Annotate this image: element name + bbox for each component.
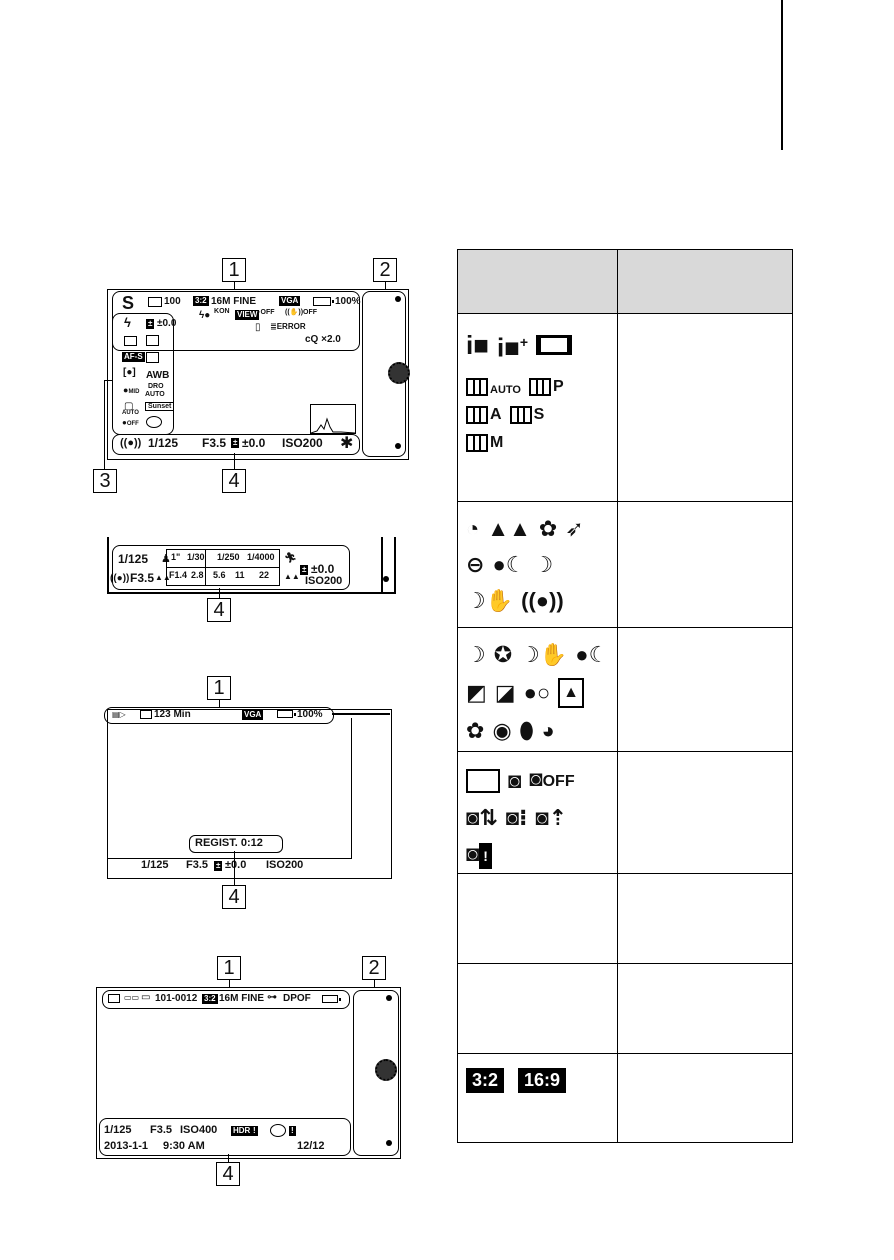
movie-a-icon: A bbox=[466, 406, 502, 424]
table-row-empty-2 bbox=[458, 964, 792, 1054]
smile-shutter-on: KON bbox=[214, 308, 230, 315]
movie-s-icon: S bbox=[510, 406, 545, 424]
callout-3: 3 bbox=[93, 469, 117, 493]
image-size-quality: 16M FINE bbox=[211, 296, 257, 307]
folder-icon: ▭ bbox=[141, 992, 151, 1003]
scale-top-1: 1" bbox=[171, 552, 181, 562]
callout-1-screen4: 1 bbox=[217, 956, 241, 980]
backlight-icon: ◩ bbox=[466, 680, 487, 705]
wifi-transfer-icon: ◙⇅ bbox=[466, 805, 498, 830]
metering-icon bbox=[146, 335, 159, 346]
callout-2-screen1: 2 bbox=[373, 258, 397, 282]
scale-top-3: 1/250 bbox=[217, 552, 240, 562]
screen4-aperture: F3.5 bbox=[150, 1124, 173, 1136]
scale-bottom-5: 22 bbox=[259, 570, 270, 580]
callout-4-screen3: 4 bbox=[222, 885, 246, 909]
callout-4-screen4: 4 bbox=[216, 1162, 240, 1186]
landscape-icon: ▲▲ bbox=[487, 516, 531, 541]
table-header-cell-right bbox=[618, 250, 792, 313]
wifi-card-icon: ◙ bbox=[508, 767, 522, 793]
screen4-iso: ISO400 bbox=[180, 1124, 218, 1136]
scene-sunset-badge: Sunset bbox=[145, 402, 174, 411]
histogram bbox=[310, 404, 356, 434]
sweep-panorama-icon bbox=[536, 335, 572, 355]
scale-top-2: 1/30 bbox=[187, 552, 205, 562]
flash-mode-icon: ϟ bbox=[124, 315, 131, 330]
focus-area-icon bbox=[146, 352, 159, 363]
table-row-aspect-ratio bbox=[458, 1054, 792, 1142]
callout-1-screen1: 1 bbox=[222, 258, 246, 282]
key-protect-icon: ⊶ bbox=[267, 992, 277, 1003]
audio-off-icon: ♪OFF bbox=[257, 309, 275, 316]
screen3-movie-size: VGA bbox=[244, 710, 262, 719]
screen3-iso: ISO200 bbox=[266, 859, 304, 871]
aperture-value: F3.5 bbox=[202, 436, 227, 450]
creative-style-icon: ●MID bbox=[123, 385, 140, 395]
control-wheel bbox=[388, 362, 410, 384]
macro-2-icon: ✿ bbox=[466, 718, 485, 743]
screen3-aperture: F3.5 bbox=[186, 859, 209, 871]
ratio-16-9-badge: 16:9 bbox=[518, 1068, 566, 1093]
portrait-circle-icon: ◉ bbox=[492, 718, 512, 743]
macro-icon: ✿ bbox=[538, 516, 558, 541]
screen3-battery-level: 100% bbox=[297, 709, 323, 720]
table-row-scene-recognition bbox=[458, 502, 792, 628]
icon-table bbox=[457, 249, 793, 1143]
dpof-label: DPOF bbox=[283, 993, 311, 1004]
scale-bottom-1: F1.4 bbox=[169, 570, 188, 580]
sunset-icon: ⊖ bbox=[466, 552, 485, 577]
battery-icon bbox=[313, 297, 331, 306]
page-edge-line bbox=[781, 0, 783, 150]
callout-2-screen4: 2 bbox=[362, 956, 386, 980]
screen2-landscape-icon: ▲▲ bbox=[155, 573, 171, 582]
scale-bottom-2: 2.8 bbox=[191, 570, 204, 580]
folder-file-number: 101-0012 bbox=[155, 993, 198, 1004]
screen4-size-quality: 16M FINE bbox=[219, 993, 265, 1004]
movie-mode-icon: ▤▷ bbox=[112, 710, 126, 719]
callout-4-screen2: 4 bbox=[207, 598, 231, 622]
night-scene-2-icon: ☽ bbox=[466, 642, 486, 667]
landscape-frame-icon: ▲ bbox=[558, 678, 584, 708]
battery-level: 100% bbox=[335, 296, 361, 307]
soft-skin-icon: ▢ bbox=[124, 401, 134, 412]
screen4-card-icon bbox=[108, 994, 120, 1003]
screen2-person-icon: ♟ bbox=[161, 553, 171, 565]
recording-time: REGIST. 0:12 bbox=[195, 837, 263, 849]
wifi-off-icon: ◙OFF bbox=[529, 766, 575, 791]
wifi-upload-icon: ◙⇡ bbox=[535, 805, 568, 830]
shots-remaining: 100 bbox=[164, 296, 181, 307]
database-error-icon: ≣ERROR bbox=[270, 322, 306, 331]
spotlight-icon: ⬮ bbox=[519, 718, 534, 743]
recording-time: 9:30 AM bbox=[163, 1140, 205, 1152]
wifi-standby-icon: ◙⁝ bbox=[505, 805, 528, 830]
steadyshot-icon: ((●)) bbox=[120, 437, 142, 449]
flash-comp-badge: ± bbox=[148, 319, 153, 328]
steadyshot-off-icon: ((✋))OFF bbox=[285, 309, 318, 316]
exposure-scale bbox=[166, 549, 280, 586]
focus-mode-badge: AF-S bbox=[124, 352, 143, 361]
mode-indicator: S bbox=[122, 293, 135, 313]
effect-warning-badge: ! bbox=[291, 1126, 294, 1135]
screen4-bottom-button-dot bbox=[386, 1140, 392, 1146]
view-badge: VIEW bbox=[237, 310, 258, 319]
screen2-runner-icon: 🏃︎ bbox=[284, 553, 297, 564]
night-portrait-icon: ●☾ bbox=[492, 552, 526, 577]
baby-icon: ◕ bbox=[541, 718, 555, 743]
callout-1-screen3: 1 bbox=[207, 676, 231, 700]
iso-value: ISO200 bbox=[282, 436, 323, 450]
bottom-button-dot bbox=[395, 443, 401, 449]
histogram-graph bbox=[311, 405, 355, 433]
portrait-group-icon: ●○ bbox=[523, 680, 551, 705]
toy-mode-icon bbox=[146, 416, 162, 428]
handheld-twilight-icon: ☽✋ bbox=[466, 588, 514, 613]
screen2-button-dot bbox=[383, 576, 389, 582]
screen2-steady-icon: ((●)) bbox=[110, 573, 130, 584]
top-button-dot bbox=[395, 296, 401, 302]
table-header-row bbox=[458, 250, 792, 314]
backlight-portrait-icon: ●☾ bbox=[575, 642, 609, 667]
screen4-battery-icon bbox=[322, 995, 338, 1003]
scale-top-4: 1/4000 bbox=[247, 552, 275, 562]
screen4-shutter: 1/125 bbox=[104, 1124, 132, 1136]
dro-label: DRO bbox=[148, 383, 164, 390]
portrait-icon: ◔ bbox=[466, 516, 480, 541]
recording-time-remaining: 123 Min bbox=[154, 709, 191, 720]
screen3-shutter: 1/125 bbox=[141, 859, 169, 871]
superior-auto-icon: i■+ bbox=[496, 332, 529, 363]
sports-icon: ➶ bbox=[565, 516, 584, 541]
handheld-twilight-2-icon: ☽✋ bbox=[520, 642, 568, 667]
movie-auto-icon: AUTO bbox=[466, 378, 521, 396]
screen2-iso: ISO200 bbox=[305, 575, 343, 587]
screen3-card-icon bbox=[140, 710, 152, 719]
face-frame-icon: ▯ bbox=[255, 322, 261, 333]
screen3-ev-badge: ± bbox=[216, 861, 221, 870]
screen4-control-wheel bbox=[375, 1059, 397, 1081]
card-icon bbox=[466, 769, 500, 793]
ae-lock-icon: ✱ bbox=[340, 435, 354, 452]
scale-bottom-4: 11 bbox=[235, 570, 245, 580]
ev-badge: ± bbox=[233, 438, 238, 447]
screen4-ratio-badge: 3:2 bbox=[204, 994, 216, 1003]
dro-auto: AUTO bbox=[145, 391, 165, 398]
memory-card-icon bbox=[148, 297, 162, 307]
screen2-mountain-icon: ▲▲ bbox=[284, 572, 300, 581]
night-portrait-2-icon: ✪ bbox=[493, 642, 513, 667]
screen2-aperture: F3.5 bbox=[130, 571, 155, 585]
movie-m-icon: M bbox=[466, 434, 503, 452]
backlight-portrait-2-icon: ◪ bbox=[494, 680, 516, 705]
screen3-ev: ±0.0 bbox=[225, 859, 247, 871]
exposure-value: ±0.0 bbox=[242, 436, 266, 450]
screen2-ev: ±0.0 bbox=[311, 562, 335, 576]
aspect-ratio-badge: 3:2 bbox=[195, 296, 207, 305]
zoom-icon: cQ ×2.0 bbox=[305, 334, 341, 345]
screen3-battery-icon bbox=[277, 710, 293, 718]
face-detection-icon: [●] bbox=[123, 367, 136, 378]
anti-motion-blur-icon: ((●)) bbox=[521, 588, 564, 613]
wifi-error-icon: ◙ ! bbox=[466, 841, 492, 869]
flash-charge-icon: ϟ● bbox=[199, 310, 211, 321]
table-row-shooting-modes bbox=[458, 314, 792, 502]
table-header-cell-left bbox=[458, 250, 618, 313]
hdr-badge: HDR bbox=[233, 1126, 251, 1135]
night-scene-icon: ☽ bbox=[533, 552, 554, 577]
white-balance: AWB bbox=[146, 370, 170, 381]
picture-effect-icon: ●OFF bbox=[122, 418, 139, 427]
movie-size-badge: VGA bbox=[281, 296, 299, 305]
recording-date: 2013-1-1 bbox=[104, 1140, 149, 1152]
table-row-empty-1 bbox=[458, 874, 792, 964]
table-row-scene-selection bbox=[458, 628, 792, 752]
flash-comp-value: ±0.0 bbox=[157, 318, 177, 329]
screen2-shutter: 1/125 bbox=[118, 552, 149, 566]
callout-4-screen1: 4 bbox=[222, 469, 246, 493]
protect-icon: ▭▭ bbox=[124, 993, 140, 1002]
image-count: 12/12 bbox=[297, 1140, 325, 1152]
ratio-3-2-badge: 3:2 bbox=[466, 1068, 504, 1093]
shutter-speed: 1/125 bbox=[148, 436, 179, 450]
auto-label: AUTO bbox=[122, 410, 139, 416]
screen4-top-button-dot bbox=[386, 995, 392, 1001]
picture-effect-circle bbox=[270, 1124, 286, 1137]
hdr-warning-badge: ! bbox=[253, 1126, 256, 1135]
table-row-wifi bbox=[458, 752, 792, 874]
drive-mode-icon bbox=[124, 336, 137, 346]
scale-bottom-3: 5.6 bbox=[213, 570, 226, 580]
movie-p-icon: P bbox=[529, 378, 564, 396]
screen2-ev-badge: ± bbox=[302, 565, 307, 574]
intelligent-auto-icon: i■ bbox=[466, 329, 489, 360]
